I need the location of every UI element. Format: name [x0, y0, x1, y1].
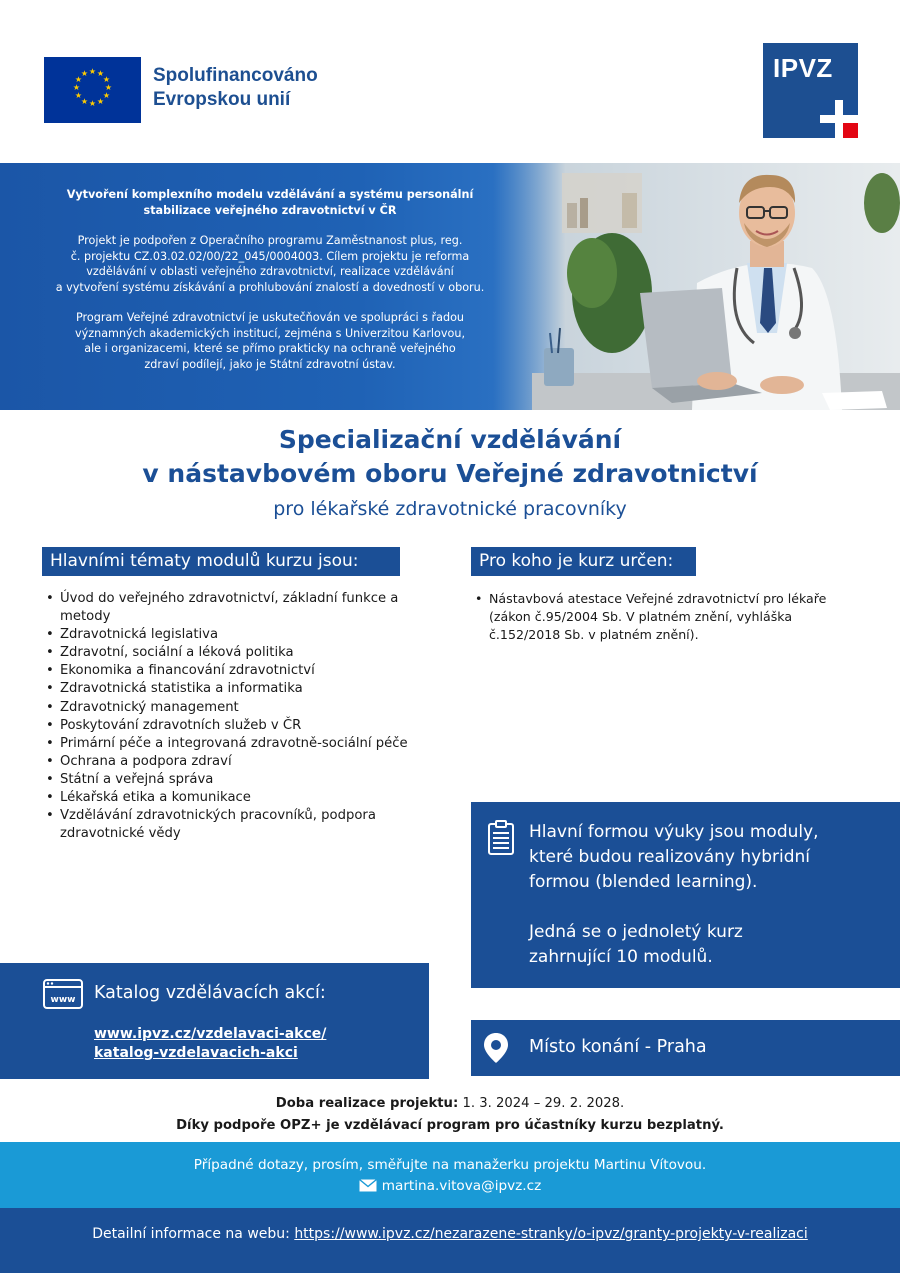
hero-text-line: Projekt je podpořen z Operačního programu Zaměstnanost plus, reg.: [77, 234, 463, 247]
catalog-box: [0, 963, 429, 1079]
list-item: • Primární péče a integrovaná zdravotně-sociální péče: [44, 735, 434, 753]
list-item: • Státní a veřejná správa: [44, 771, 434, 789]
course-format-text: [529, 820, 869, 970]
free-program-note: Díky podpoře OPZ+ je vzdělávací program pro účastníky kurzu bezplatný.: [176, 1118, 724, 1133]
catalog-link-line-1: www.ipvz.cz/vzdelavaci-akce/: [94, 1026, 327, 1042]
hero-paragraph-2: [40, 310, 500, 372]
web-band: [0, 1208, 900, 1273]
svg-text:★: ★: [80, 97, 89, 106]
hero-title-line: stabilizace veřejného zdravotnictví v ČR: [143, 203, 397, 217]
list-item: • Zdravotnický management: [44, 699, 434, 717]
duration-label: Doba realizace projektu:: [275, 1096, 459, 1111]
web-label: Detailní informace na webu:: [92, 1226, 290, 1242]
envelope-icon: [359, 1179, 377, 1196]
svg-text:★: ★: [88, 67, 97, 76]
browser-www-icon: [43, 979, 83, 1013]
duration-value: 1. 3. 2024 – 29. 2. 2028.: [462, 1096, 625, 1111]
list-item: • Ochrana a podpora zdraví: [44, 753, 434, 771]
course-length-paragraph: Jedná se o jednoletý kurz zahrnující 10 modulů.: [529, 922, 743, 967]
list-item: • Nástavbová atestace Veřejné zdravotnictví pro lékaře (zákon č.95/2004 Sb. V platném znění, vyhláška č.152/2018 Sb. v platném znění).: [473, 590, 853, 644]
svg-text:★: ★: [96, 97, 105, 106]
catalog-title: Katalog vzdělávacích akcí:: [94, 983, 326, 1003]
contact-band: [0, 1142, 900, 1208]
eu-flag-icon: [44, 57, 141, 123]
catalog-link[interactable]: [94, 1025, 326, 1063]
hero-text-line: zdraví podílejí, jako je Státní zdravotní ústav.: [144, 357, 396, 371]
svg-text:★: ★: [88, 99, 97, 108]
topics-list: [44, 590, 434, 843]
eu-line-2: Evropskou unií: [153, 89, 291, 110]
document-list-icon: [487, 820, 515, 860]
svg-text:★: ★: [74, 91, 83, 100]
target-heading: Pro koho je kurz určen:: [471, 547, 696, 576]
main-title-line-2: v nástavbovém oboru Veřejné zdravotnictví: [142, 459, 758, 488]
list-item: • Zdravotnická legislativa: [44, 626, 434, 644]
ipvz-logo[interactable]: [763, 43, 858, 138]
www-icon-label: www: [50, 995, 76, 1005]
email-line: [0, 1178, 900, 1196]
catalog-link-line-2: katalog-vzdelavacich-akci: [94, 1045, 298, 1061]
list-item: • Vzdělávání zdravotnických pracovníků, podpora zdravotnické vědy: [44, 807, 404, 843]
hero-banner: [0, 163, 900, 410]
course-format-box: [471, 802, 900, 988]
list-item: • Úvod do veřejného zdravotnictví, základní funkce a metody: [44, 590, 404, 626]
contact-text: Případné dotazy, prosím, směřujte na manažerku projektu Martinu Vítovou.: [193, 1157, 707, 1173]
svg-text:★: ★: [80, 69, 89, 78]
eu-line-1: Spolufinancováno: [153, 65, 318, 86]
page-header: [0, 0, 900, 163]
svg-text:★: ★: [72, 83, 81, 92]
svg-text:★: ★: [104, 83, 113, 92]
medical-cross-icon: [820, 100, 858, 138]
hero-text-line: významných akademických institucí, zejména s Univerzitou Karlovou,: [74, 326, 465, 340]
hero-text-line: Program Veřejné zdravotnictví je uskutečňován ve spolupráci s řadou: [75, 311, 465, 324]
target-list: [473, 590, 853, 644]
hero-paragraph-1: [40, 233, 500, 295]
topics-heading: Hlavními tématy modulů kurzu jsou:: [42, 547, 400, 576]
location-pin-icon: [483, 1032, 509, 1068]
email-link[interactable]: martina.vitova@ipvz.cz: [381, 1178, 542, 1194]
venue-text: Místo konání - Praha: [529, 1037, 707, 1057]
main-title: [0, 423, 900, 491]
venue-box: [471, 1020, 900, 1076]
svg-text:★: ★: [96, 69, 105, 78]
svg-text:★: ★: [102, 91, 111, 100]
course-format-paragraph: Hlavní formou výuky jsou moduly, které budou realizovány hybridní formou (blended learning).: [529, 822, 819, 892]
svg-text:★: ★: [74, 75, 83, 84]
list-item: • Ekonomika a financování zdravotnictví: [44, 662, 434, 680]
eu-cofunded-label: [153, 64, 318, 112]
hero-text-line: a vytvoření systému získávání a prohlubování znalostí a dovedností v oboru.: [55, 280, 485, 294]
project-duration: [0, 1096, 900, 1111]
subtitle: pro lékařské zdravotnické pracovníky: [273, 498, 627, 520]
list-item: • Zdravotnická statistika a informatika: [44, 680, 434, 698]
web-link[interactable]: https://www.ipvz.cz/nezarazene-stranky/o-ipvz/granty-projekty-v-realizaci: [294, 1226, 808, 1242]
hero-text-line: vzdělávání v oblasti veřejného zdravotnictví, realizace vzdělávání: [86, 265, 454, 278]
hero-text-line: č. projektu CZ.03.02.02/00/22_045/0004003. Cílem projektu je reforma: [70, 249, 470, 263]
web-line: [0, 1226, 900, 1242]
list-item: • Zdravotní, sociální a léková politika: [44, 644, 434, 662]
hero-title: [40, 187, 500, 218]
list-item: • Lékařská etika a komunikace: [44, 789, 434, 807]
svg-text:★: ★: [102, 75, 111, 84]
ipvz-logo-text: IPVZ: [773, 53, 833, 83]
list-item: • Poskytování zdravotních služeb v ČR: [44, 717, 434, 735]
hero-text-line: ale i organizacemi, které se přímo prakticky na ochraně veřejného: [84, 342, 456, 355]
doctor-photo: [492, 163, 900, 410]
hero-title-line: Vytvoření komplexního modelu vzdělávání a systému personální: [66, 188, 474, 201]
hero-description: [40, 187, 500, 387]
main-title-line-1: Specializační vzdělávání: [278, 425, 622, 454]
